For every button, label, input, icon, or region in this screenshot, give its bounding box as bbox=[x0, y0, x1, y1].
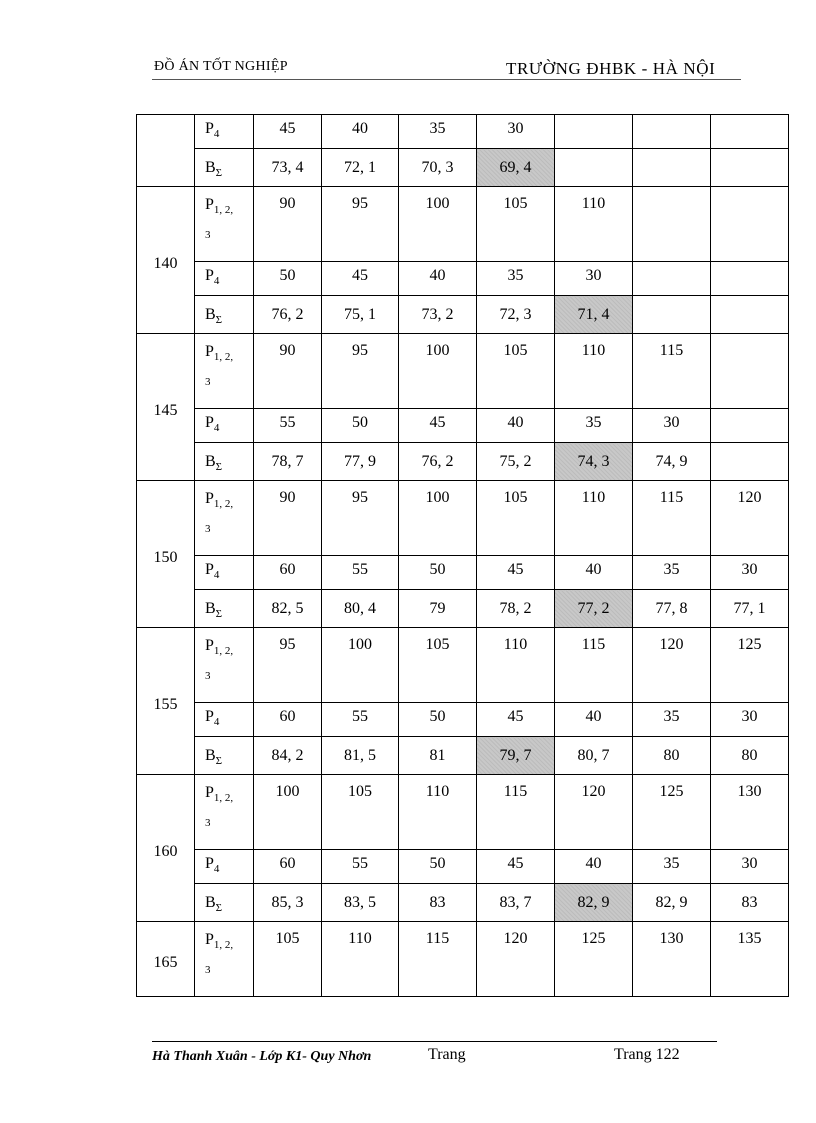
value-cell: 95 bbox=[254, 628, 322, 703]
value-cell: 84, 2 bbox=[254, 737, 322, 775]
group-label-cell: 155 bbox=[137, 628, 195, 775]
row-label-subscript: 1, 2, bbox=[213, 204, 234, 216]
calculation-table bbox=[136, 114, 789, 997]
value-cell bbox=[711, 296, 789, 334]
value-cell: 78, 7 bbox=[254, 443, 322, 481]
group-label-cell: 150 bbox=[137, 481, 195, 628]
value-cell: 30 bbox=[711, 850, 789, 884]
row-label-subscript: Σ bbox=[215, 607, 223, 620]
value-cell: 130 bbox=[633, 922, 711, 997]
value-cell: 35 bbox=[633, 850, 711, 884]
value-cell: 83 bbox=[711, 884, 789, 922]
value-cell: 80, 7 bbox=[555, 737, 633, 775]
value-cell: 110 bbox=[555, 481, 633, 556]
row-label-main: P bbox=[205, 343, 214, 360]
value-cell: 45 bbox=[477, 850, 555, 884]
footer-author: Hà Thanh Xuân - Lớp K1- Quy Nhơn bbox=[152, 1049, 372, 1064]
value-cell: 115 bbox=[555, 628, 633, 703]
value-cell bbox=[555, 149, 633, 187]
value-cell: 82, 5 bbox=[254, 590, 322, 628]
value-cell: 77, 8 bbox=[633, 590, 711, 628]
table-row bbox=[137, 556, 789, 590]
row-label-p4 bbox=[195, 850, 254, 884]
row-label-subscript-cont: 3 bbox=[205, 376, 211, 388]
value-cell: 80 bbox=[711, 737, 789, 775]
value-cell: 83 bbox=[399, 884, 477, 922]
value-cell: 55 bbox=[322, 850, 399, 884]
table-row bbox=[137, 409, 789, 443]
value-cell: 100 bbox=[399, 481, 477, 556]
table-row bbox=[137, 775, 789, 850]
row-label-subscript: 4 bbox=[213, 275, 220, 287]
row-label-p4 bbox=[195, 115, 254, 149]
group-label-cell bbox=[137, 115, 195, 187]
value-cell: 70, 3 bbox=[399, 149, 477, 187]
row-label-p123 bbox=[195, 628, 254, 703]
value-cell: 105 bbox=[477, 481, 555, 556]
row-label-main: P bbox=[205, 637, 214, 654]
row-label-p4 bbox=[195, 262, 254, 296]
table-row bbox=[137, 296, 789, 334]
row-label-subscript: 1, 2, bbox=[213, 645, 234, 657]
table-row bbox=[137, 884, 789, 922]
table-row bbox=[137, 481, 789, 556]
value-cell: 120 bbox=[477, 922, 555, 997]
row-label-b bbox=[195, 590, 254, 628]
row-label-subscript: 4 bbox=[213, 422, 220, 434]
value-cell: 50 bbox=[399, 556, 477, 590]
table-row bbox=[137, 149, 789, 187]
value-cell: 80 bbox=[633, 737, 711, 775]
value-cell bbox=[711, 334, 789, 409]
value-cell: 45 bbox=[322, 262, 399, 296]
value-cell: 74, 9 bbox=[633, 443, 711, 481]
value-cell: 79 bbox=[399, 590, 477, 628]
footer-rule bbox=[152, 1041, 717, 1042]
value-cell: 100 bbox=[399, 334, 477, 409]
row-label-subscript: 4 bbox=[213, 569, 220, 581]
value-cell: 90 bbox=[254, 187, 322, 262]
value-cell: 105 bbox=[477, 187, 555, 262]
value-cell-highlighted: 69, 4 bbox=[477, 149, 555, 187]
value-cell bbox=[555, 115, 633, 149]
value-cell: 35 bbox=[633, 556, 711, 590]
value-cell: 83, 5 bbox=[322, 884, 399, 922]
row-label-subscript: Σ bbox=[215, 166, 223, 179]
value-cell: 130 bbox=[711, 775, 789, 850]
row-label-subscript: Σ bbox=[215, 754, 223, 767]
value-cell: 73, 4 bbox=[254, 149, 322, 187]
value-cell: 100 bbox=[254, 775, 322, 850]
row-label-main: B bbox=[205, 893, 216, 911]
value-cell: 85, 3 bbox=[254, 884, 322, 922]
value-cell: 40 bbox=[555, 850, 633, 884]
value-cell bbox=[711, 262, 789, 296]
row-label-subscript: 1, 2, bbox=[213, 792, 234, 804]
value-cell: 76, 2 bbox=[254, 296, 322, 334]
value-cell bbox=[711, 443, 789, 481]
row-label-subscript: 4 bbox=[213, 716, 220, 728]
value-cell: 45 bbox=[477, 703, 555, 737]
value-cell bbox=[633, 149, 711, 187]
value-cell bbox=[711, 149, 789, 187]
table-row bbox=[137, 115, 789, 149]
value-cell: 75, 1 bbox=[322, 296, 399, 334]
value-cell: 83, 7 bbox=[477, 884, 555, 922]
value-cell: 125 bbox=[555, 922, 633, 997]
row-label-subscript: 1, 2, bbox=[213, 351, 234, 363]
value-cell: 81, 5 bbox=[322, 737, 399, 775]
value-cell: 55 bbox=[254, 409, 322, 443]
value-cell: 90 bbox=[254, 334, 322, 409]
value-cell: 90 bbox=[254, 481, 322, 556]
value-cell: 110 bbox=[399, 775, 477, 850]
value-cell: 125 bbox=[633, 775, 711, 850]
value-cell-highlighted: 77, 2 bbox=[555, 590, 633, 628]
value-cell: 95 bbox=[322, 334, 399, 409]
row-label-p4 bbox=[195, 703, 254, 737]
value-cell: 45 bbox=[254, 115, 322, 149]
value-cell bbox=[633, 262, 711, 296]
table-row bbox=[137, 922, 789, 997]
row-label-p123 bbox=[195, 334, 254, 409]
value-cell: 55 bbox=[322, 703, 399, 737]
value-cell: 115 bbox=[633, 334, 711, 409]
value-cell: 30 bbox=[711, 556, 789, 590]
row-label-subscript: Σ bbox=[215, 313, 223, 326]
group-label-cell: 160 bbox=[137, 775, 195, 922]
group-label-cell: 165 bbox=[137, 922, 195, 997]
value-cell: 100 bbox=[399, 187, 477, 262]
row-label-main: P bbox=[205, 414, 214, 431]
row-label-main: B bbox=[205, 305, 216, 323]
value-cell: 55 bbox=[322, 556, 399, 590]
footer-trang-label: Trang bbox=[428, 1046, 466, 1063]
value-cell: 110 bbox=[322, 922, 399, 997]
row-label-b bbox=[195, 296, 254, 334]
value-cell: 40 bbox=[399, 262, 477, 296]
value-cell: 120 bbox=[555, 775, 633, 850]
value-cell-highlighted: 71, 4 bbox=[555, 296, 633, 334]
table-row bbox=[137, 590, 789, 628]
value-cell-highlighted: 82, 9 bbox=[555, 884, 633, 922]
row-label-main: P bbox=[205, 561, 214, 578]
table-row bbox=[137, 703, 789, 737]
value-cell: 40 bbox=[477, 409, 555, 443]
value-cell-highlighted: 79, 7 bbox=[477, 737, 555, 775]
value-cell: 81 bbox=[399, 737, 477, 775]
row-label-subscript: 4 bbox=[213, 128, 220, 140]
row-label-main: B bbox=[205, 599, 216, 617]
row-label-subscript-cont: 3 bbox=[205, 523, 211, 535]
row-label-p4 bbox=[195, 409, 254, 443]
value-cell: 76, 2 bbox=[399, 443, 477, 481]
value-cell: 50 bbox=[399, 703, 477, 737]
table-row bbox=[137, 850, 789, 884]
row-label-subscript-cont: 3 bbox=[205, 817, 211, 829]
value-cell: 73, 2 bbox=[399, 296, 477, 334]
value-cell: 80, 4 bbox=[322, 590, 399, 628]
value-cell: 60 bbox=[254, 850, 322, 884]
row-label-subscript: Σ bbox=[215, 901, 223, 914]
row-label-main: P bbox=[205, 120, 214, 137]
value-cell: 45 bbox=[477, 556, 555, 590]
row-label-main: B bbox=[205, 746, 216, 764]
row-label-b bbox=[195, 149, 254, 187]
value-cell-highlighted: 74, 3 bbox=[555, 443, 633, 481]
value-cell: 105 bbox=[254, 922, 322, 997]
value-cell bbox=[711, 409, 789, 443]
value-cell: 120 bbox=[633, 628, 711, 703]
row-label-main: P bbox=[205, 708, 214, 725]
value-cell: 35 bbox=[477, 262, 555, 296]
value-cell: 82, 9 bbox=[633, 884, 711, 922]
value-cell: 110 bbox=[555, 334, 633, 409]
table-row bbox=[137, 628, 789, 703]
row-label-p4 bbox=[195, 556, 254, 590]
value-cell: 30 bbox=[555, 262, 633, 296]
value-cell: 72, 3 bbox=[477, 296, 555, 334]
value-cell: 110 bbox=[477, 628, 555, 703]
header-title-left: ĐỒ ÁN TỐT NGHIỆP bbox=[154, 59, 288, 74]
row-label-main: B bbox=[205, 158, 216, 176]
row-label-main: B bbox=[205, 452, 216, 470]
value-cell: 30 bbox=[633, 409, 711, 443]
row-label-main: P bbox=[205, 855, 214, 872]
row-label-main: P bbox=[205, 490, 214, 507]
footer-page-number: Trang 122 bbox=[614, 1046, 680, 1063]
value-cell: 60 bbox=[254, 556, 322, 590]
value-cell: 40 bbox=[555, 703, 633, 737]
value-cell: 95 bbox=[322, 187, 399, 262]
value-cell: 100 bbox=[322, 628, 399, 703]
value-cell: 115 bbox=[633, 481, 711, 556]
value-cell: 40 bbox=[555, 556, 633, 590]
header-title-right: TRƯỜNG ĐHBK - HÀ NỘI bbox=[506, 59, 716, 78]
row-label-subscript: 1, 2, bbox=[213, 498, 234, 510]
value-cell bbox=[633, 187, 711, 262]
value-cell: 30 bbox=[477, 115, 555, 149]
value-cell: 40 bbox=[322, 115, 399, 149]
row-label-p123 bbox=[195, 187, 254, 262]
group-label-cell: 140 bbox=[137, 187, 195, 334]
value-cell: 35 bbox=[399, 115, 477, 149]
row-label-subscript-cont: 3 bbox=[205, 670, 211, 682]
table-row bbox=[137, 443, 789, 481]
table-row bbox=[137, 187, 789, 262]
value-cell: 115 bbox=[477, 775, 555, 850]
table-row bbox=[137, 334, 789, 409]
row-label-b bbox=[195, 443, 254, 481]
value-cell bbox=[711, 115, 789, 149]
value-cell: 30 bbox=[711, 703, 789, 737]
row-label-subscript: 4 bbox=[213, 863, 220, 875]
value-cell: 135 bbox=[711, 922, 789, 997]
value-cell: 95 bbox=[322, 481, 399, 556]
value-cell: 50 bbox=[254, 262, 322, 296]
value-cell: 77, 9 bbox=[322, 443, 399, 481]
value-cell: 72, 1 bbox=[322, 149, 399, 187]
row-label-subscript: 1, 2, bbox=[213, 939, 234, 951]
row-label-p123 bbox=[195, 481, 254, 556]
table-row bbox=[137, 737, 789, 775]
row-label-main: P bbox=[205, 267, 214, 284]
value-cell bbox=[711, 187, 789, 262]
row-label-main: P bbox=[205, 196, 214, 213]
row-label-main: P bbox=[205, 784, 214, 801]
row-label-b bbox=[195, 737, 254, 775]
value-cell: 105 bbox=[477, 334, 555, 409]
value-cell: 35 bbox=[555, 409, 633, 443]
row-label-main: P bbox=[205, 931, 214, 948]
row-label-subscript-cont: 3 bbox=[205, 229, 211, 241]
value-cell: 60 bbox=[254, 703, 322, 737]
value-cell: 120 bbox=[711, 481, 789, 556]
value-cell: 50 bbox=[399, 850, 477, 884]
value-cell: 77, 1 bbox=[711, 590, 789, 628]
table-row bbox=[137, 262, 789, 296]
value-cell: 115 bbox=[399, 922, 477, 997]
value-cell: 50 bbox=[322, 409, 399, 443]
value-cell bbox=[633, 115, 711, 149]
row-label-subscript-cont: 3 bbox=[205, 964, 211, 976]
header-rule bbox=[152, 79, 741, 80]
value-cell: 110 bbox=[555, 187, 633, 262]
value-cell: 35 bbox=[633, 703, 711, 737]
value-cell: 75, 2 bbox=[477, 443, 555, 481]
value-cell: 78, 2 bbox=[477, 590, 555, 628]
value-cell bbox=[633, 296, 711, 334]
group-label-cell: 145 bbox=[137, 334, 195, 481]
row-label-b bbox=[195, 884, 254, 922]
row-label-p123 bbox=[195, 922, 254, 997]
value-cell: 45 bbox=[399, 409, 477, 443]
row-label-p123 bbox=[195, 775, 254, 850]
value-cell: 105 bbox=[399, 628, 477, 703]
row-label-subscript: Σ bbox=[215, 460, 223, 473]
value-cell: 105 bbox=[322, 775, 399, 850]
value-cell: 125 bbox=[711, 628, 789, 703]
